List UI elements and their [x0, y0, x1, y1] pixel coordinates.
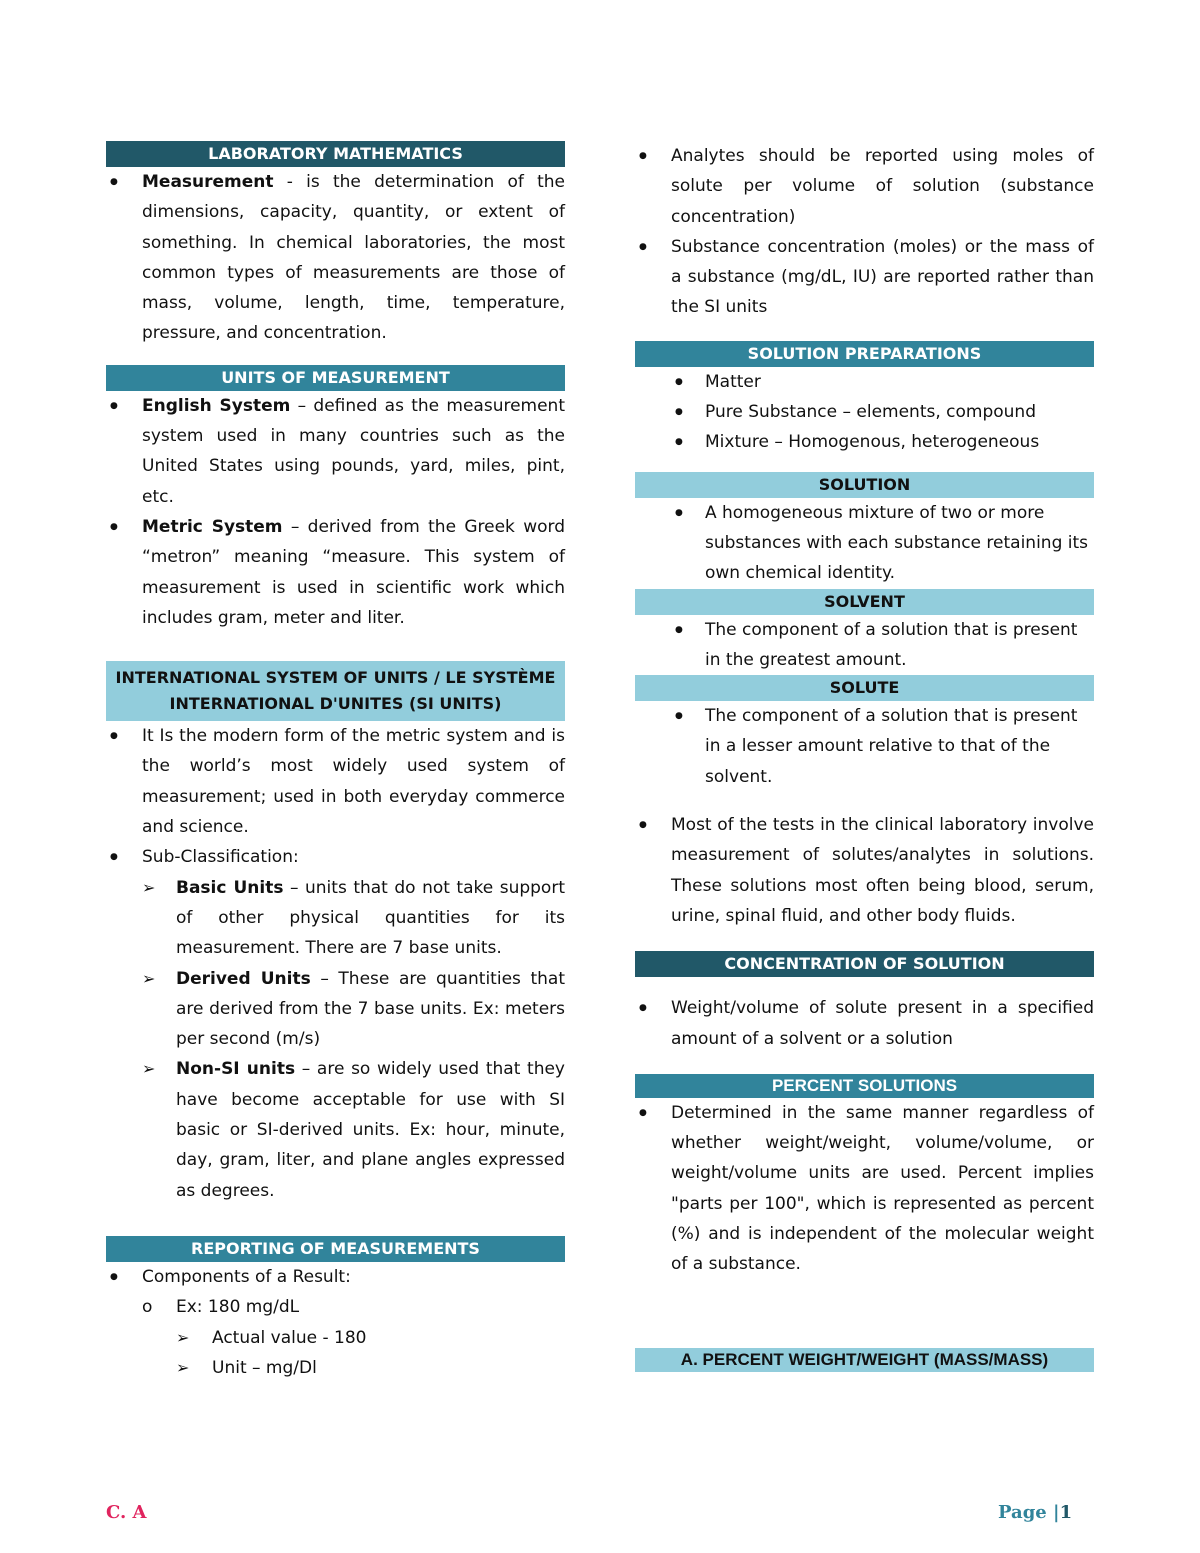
solution-prep-list: [635, 367, 1094, 458]
measurement-definition: - is the determination of the dimensions, capacity, quantity, or extent of something. In chemical laboratories, the most common types of measurements are those of mass, volume, length, time, temperature, pressure, and concentration.: [142, 172, 565, 344]
solvent-list: [635, 615, 1094, 676]
units-header: UNITS OF MEASUREMENT: [106, 365, 565, 391]
list-item: ● The component of a solution that is present in a lesser amount relative to that of the solvent.: [635, 701, 1094, 792]
si-list: [106, 721, 565, 1206]
page-label: Page: [998, 1502, 1047, 1523]
lab-math-list: [106, 167, 565, 349]
page-separator: |: [1053, 1502, 1060, 1523]
non-si-units-term: Non-SI units: [176, 1059, 296, 1080]
metric-system-definition: – derived from the Greek word “metron” meaning “measure. This system of measurement is used in scientific work which includes gram, meter and liter.: [142, 516, 566, 628]
list-item: [106, 391, 565, 512]
list-item: ● Most of the tests in the clinical laboratory involve measurement of solutes/analytes in solutions. These solutions most often being blood, serum, urine, spinal fluid, and other body fluids.: [635, 810, 1094, 931]
left-column: [106, 141, 565, 1383]
list-item: ● Sub-Classification:: [106, 842, 565, 872]
metric-system-term: Metric System: [142, 516, 283, 537]
english-system-definition: – defined as the measurement system used in many countries such as the United States using pounds, yard, miles, pint, etc.: [142, 395, 566, 507]
sub-list-item: [106, 1054, 565, 1205]
basic-units-definition: – units that do not take support of other physical quantities for its measurement. There are 7 base units.: [176, 877, 565, 959]
percent-solutions-header: PERCENT SOLUTIONS: [635, 1074, 1094, 1098]
solution-prep-header: SOLUTION PREPARATIONS: [635, 341, 1094, 367]
list-item: ● Pure Substance – elements, compound: [635, 397, 1094, 427]
percent-ww-header: A. PERCENT WEIGHT/WEIGHT (MASS/MASS): [635, 1348, 1094, 1372]
sub-sub-list-item: ➢ Actual value - 180: [106, 1323, 565, 1353]
footer-author: C. A: [106, 1502, 147, 1523]
solute-list: [635, 701, 1094, 792]
list-item: [106, 167, 565, 349]
percent-list: [635, 1098, 1094, 1280]
list-item: ● Analytes should be reported using moles of solute per volume of solution (substance concentration): [635, 141, 1094, 232]
list-item: ● A homogeneous mixture of two or more substances with each substance retaining its own chemical identity.: [635, 498, 1094, 589]
sub-list-item: [106, 964, 565, 1055]
analytes-list: [635, 141, 1094, 323]
list-item: ● Matter: [635, 367, 1094, 397]
reporting-list: [106, 1262, 565, 1383]
solution-header: SOLUTION: [635, 472, 1094, 498]
units-list: [106, 391, 565, 633]
page-number: 1: [1059, 1502, 1073, 1523]
right-column: [635, 141, 1094, 1372]
si-header: INTERNATIONAL SYSTEM OF UNITS / LE SYSTÈME INTERNATIONAL D'UNITES (SI UNITS): [106, 661, 565, 721]
list-item: ● Mixture – Homogenous, heterogeneous: [635, 427, 1094, 457]
sub-sub-list-item: ➢ Unit – mg/Dl: [106, 1353, 565, 1383]
list-item: ● Components of a Result:: [106, 1262, 565, 1292]
reporting-header: REPORTING OF MEASUREMENTS: [106, 1236, 565, 1262]
lab-math-header: LABORATORY MATHEMATICS: [106, 141, 565, 167]
list-item: ● Substance concentration (moles) or the mass of a substance (mg/dL, IU) are reported rather than the SI units: [635, 232, 1094, 323]
concentration-header: CONCENTRATION OF SOLUTION: [635, 951, 1094, 977]
non-si-units-definition: – are so widely used that they have become acceptable for use with SI basic or SI-derived units. Ex: hour, minute, day, gram, liter, and plane angles expressed as degrees.: [176, 1059, 565, 1201]
english-system-term: English System: [142, 395, 291, 416]
concentration-list: [635, 993, 1094, 1054]
derived-units-definition: – These are quantities that are derived from the 7 base units. Ex: meters per second (m/s): [176, 968, 566, 1050]
list-item: ● The component of a solution that is present in the greatest amount.: [635, 615, 1094, 676]
sub-list-item: o Ex: 180 mg/dL: [106, 1292, 565, 1322]
measurement-term: Measurement: [142, 172, 274, 192]
solution-list: [635, 498, 1094, 589]
solute-header: SOLUTE: [635, 675, 1094, 701]
derived-units-term: Derived Units: [176, 968, 311, 989]
basic-units-term: Basic Units: [176, 877, 284, 898]
list-item: ● Determined in the same manner regardless of whether weight/weight, volume/volume, or weight/volume units are used. Percent implies "parts per 100", which is represented as percent (%) and is independent of the molecular weight of a substance.: [635, 1098, 1094, 1280]
tests-list: [635, 810, 1094, 931]
footer-page: [998, 1502, 1072, 1523]
list-item: [106, 512, 565, 633]
sub-list-item: [106, 873, 565, 964]
list-item: ● Weight/volume of solute present in a specified amount of a solvent or a solution: [635, 993, 1094, 1054]
solvent-header: SOLVENT: [635, 589, 1094, 615]
list-item: ● It Is the modern form of the metric system and is the world’s most widely used system of measurement; used in both everyday commerce and science.: [106, 721, 565, 842]
